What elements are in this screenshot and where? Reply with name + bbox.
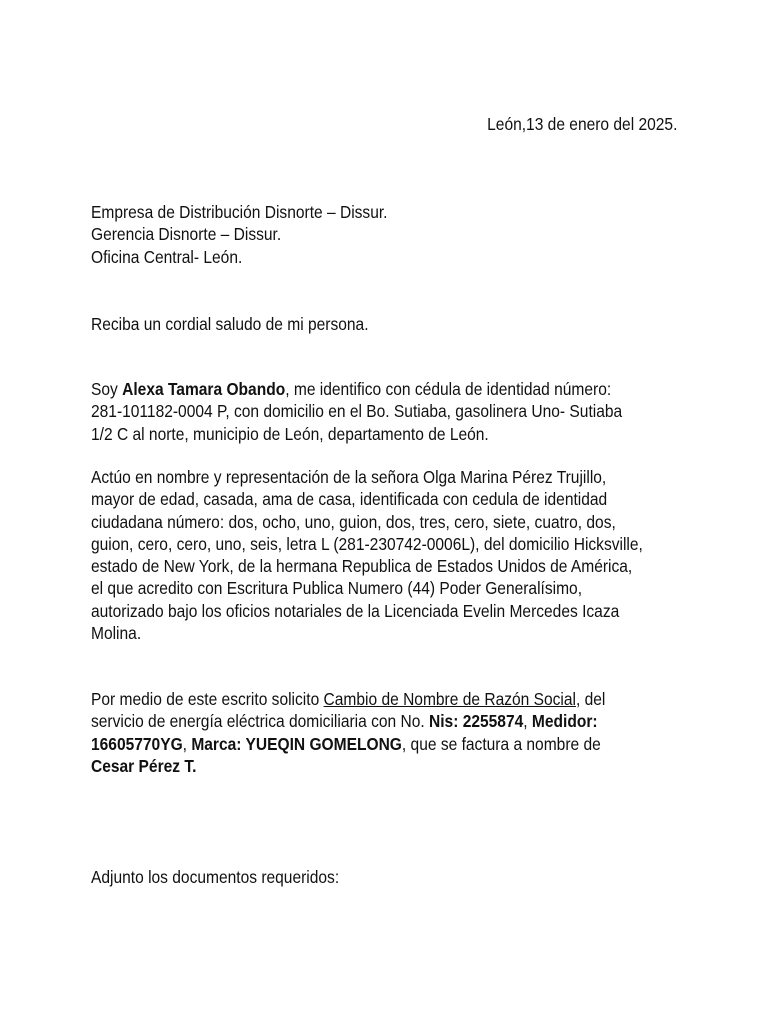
addressee-line: Gerencia Disnorte – Dissur. bbox=[91, 224, 282, 245]
addressee-block bbox=[91, 201, 691, 268]
meter-number: 16605770YG bbox=[91, 733, 183, 754]
meter-label: Medidor: bbox=[531, 711, 598, 732]
sender-name: Alexa Tamara Obando bbox=[122, 379, 286, 399]
request-paragraph: Por medio de este escrito solicito Cambio de Nombre de Razón Social, del servicio de energía eléctrica domiciliaria con No. Nis: 2255874, Medidor: 16605770YG, Marca: YUEQIN GOMELONG, que se factura a nombre de Cesar Pérez T. bbox=[91, 689, 606, 776]
attachments-paragraph: Adjunto los documentos requeridos: bbox=[91, 867, 340, 887]
current-account-holder: Cesar Pérez T. bbox=[91, 755, 197, 776]
addressee-line: Empresa de Distribución Disnorte – Dissur. bbox=[91, 202, 388, 222]
addressee-line: Oficina Central- León. bbox=[91, 246, 243, 267]
meter-brand: Marca: YUEQIN GOMELONG bbox=[191, 733, 402, 754]
representation-paragraph: Actúo en nombre y representación de la señora Olga Marina Pérez Trujillo, mayor de edad, casada, ama de casa, identificada con cedula de identidad ciudadana número: dos, ocho, uno, guion, dos, tres, cero, siete, cuatro, dos, guion, cero, cero, uno, seis, letra L (281-230742-0006L), del domicilio Hicksville, estado de New York, de la hermana Republica de Estados Unidos de América, el que acredito con Escritura Publica Numero (44) Poder Generalísimo, autorizado bajo los oficios notariales de la Licenciada Evelin Mercedes Icaza Molina. bbox=[91, 467, 643, 644]
request-subject: Cambio de Nombre de Razón Social bbox=[323, 689, 576, 709]
letter-date: León,13 de enero del 2025. bbox=[486, 114, 677, 134]
intro-paragraph: Soy Alexa Tamara Obando, me identifico con cédula de identidad número: 281-101182-0004 P, con domicilio en el Bo. Sutiaba, gasolinera Uno- Sutiaba 1/2 C al norte, municipio de León, departamento de León. bbox=[91, 379, 623, 444]
nis-number: Nis: 2255874 bbox=[429, 711, 524, 732]
greeting-paragraph: Reciba un cordial saludo de mi persona. bbox=[91, 314, 369, 334]
